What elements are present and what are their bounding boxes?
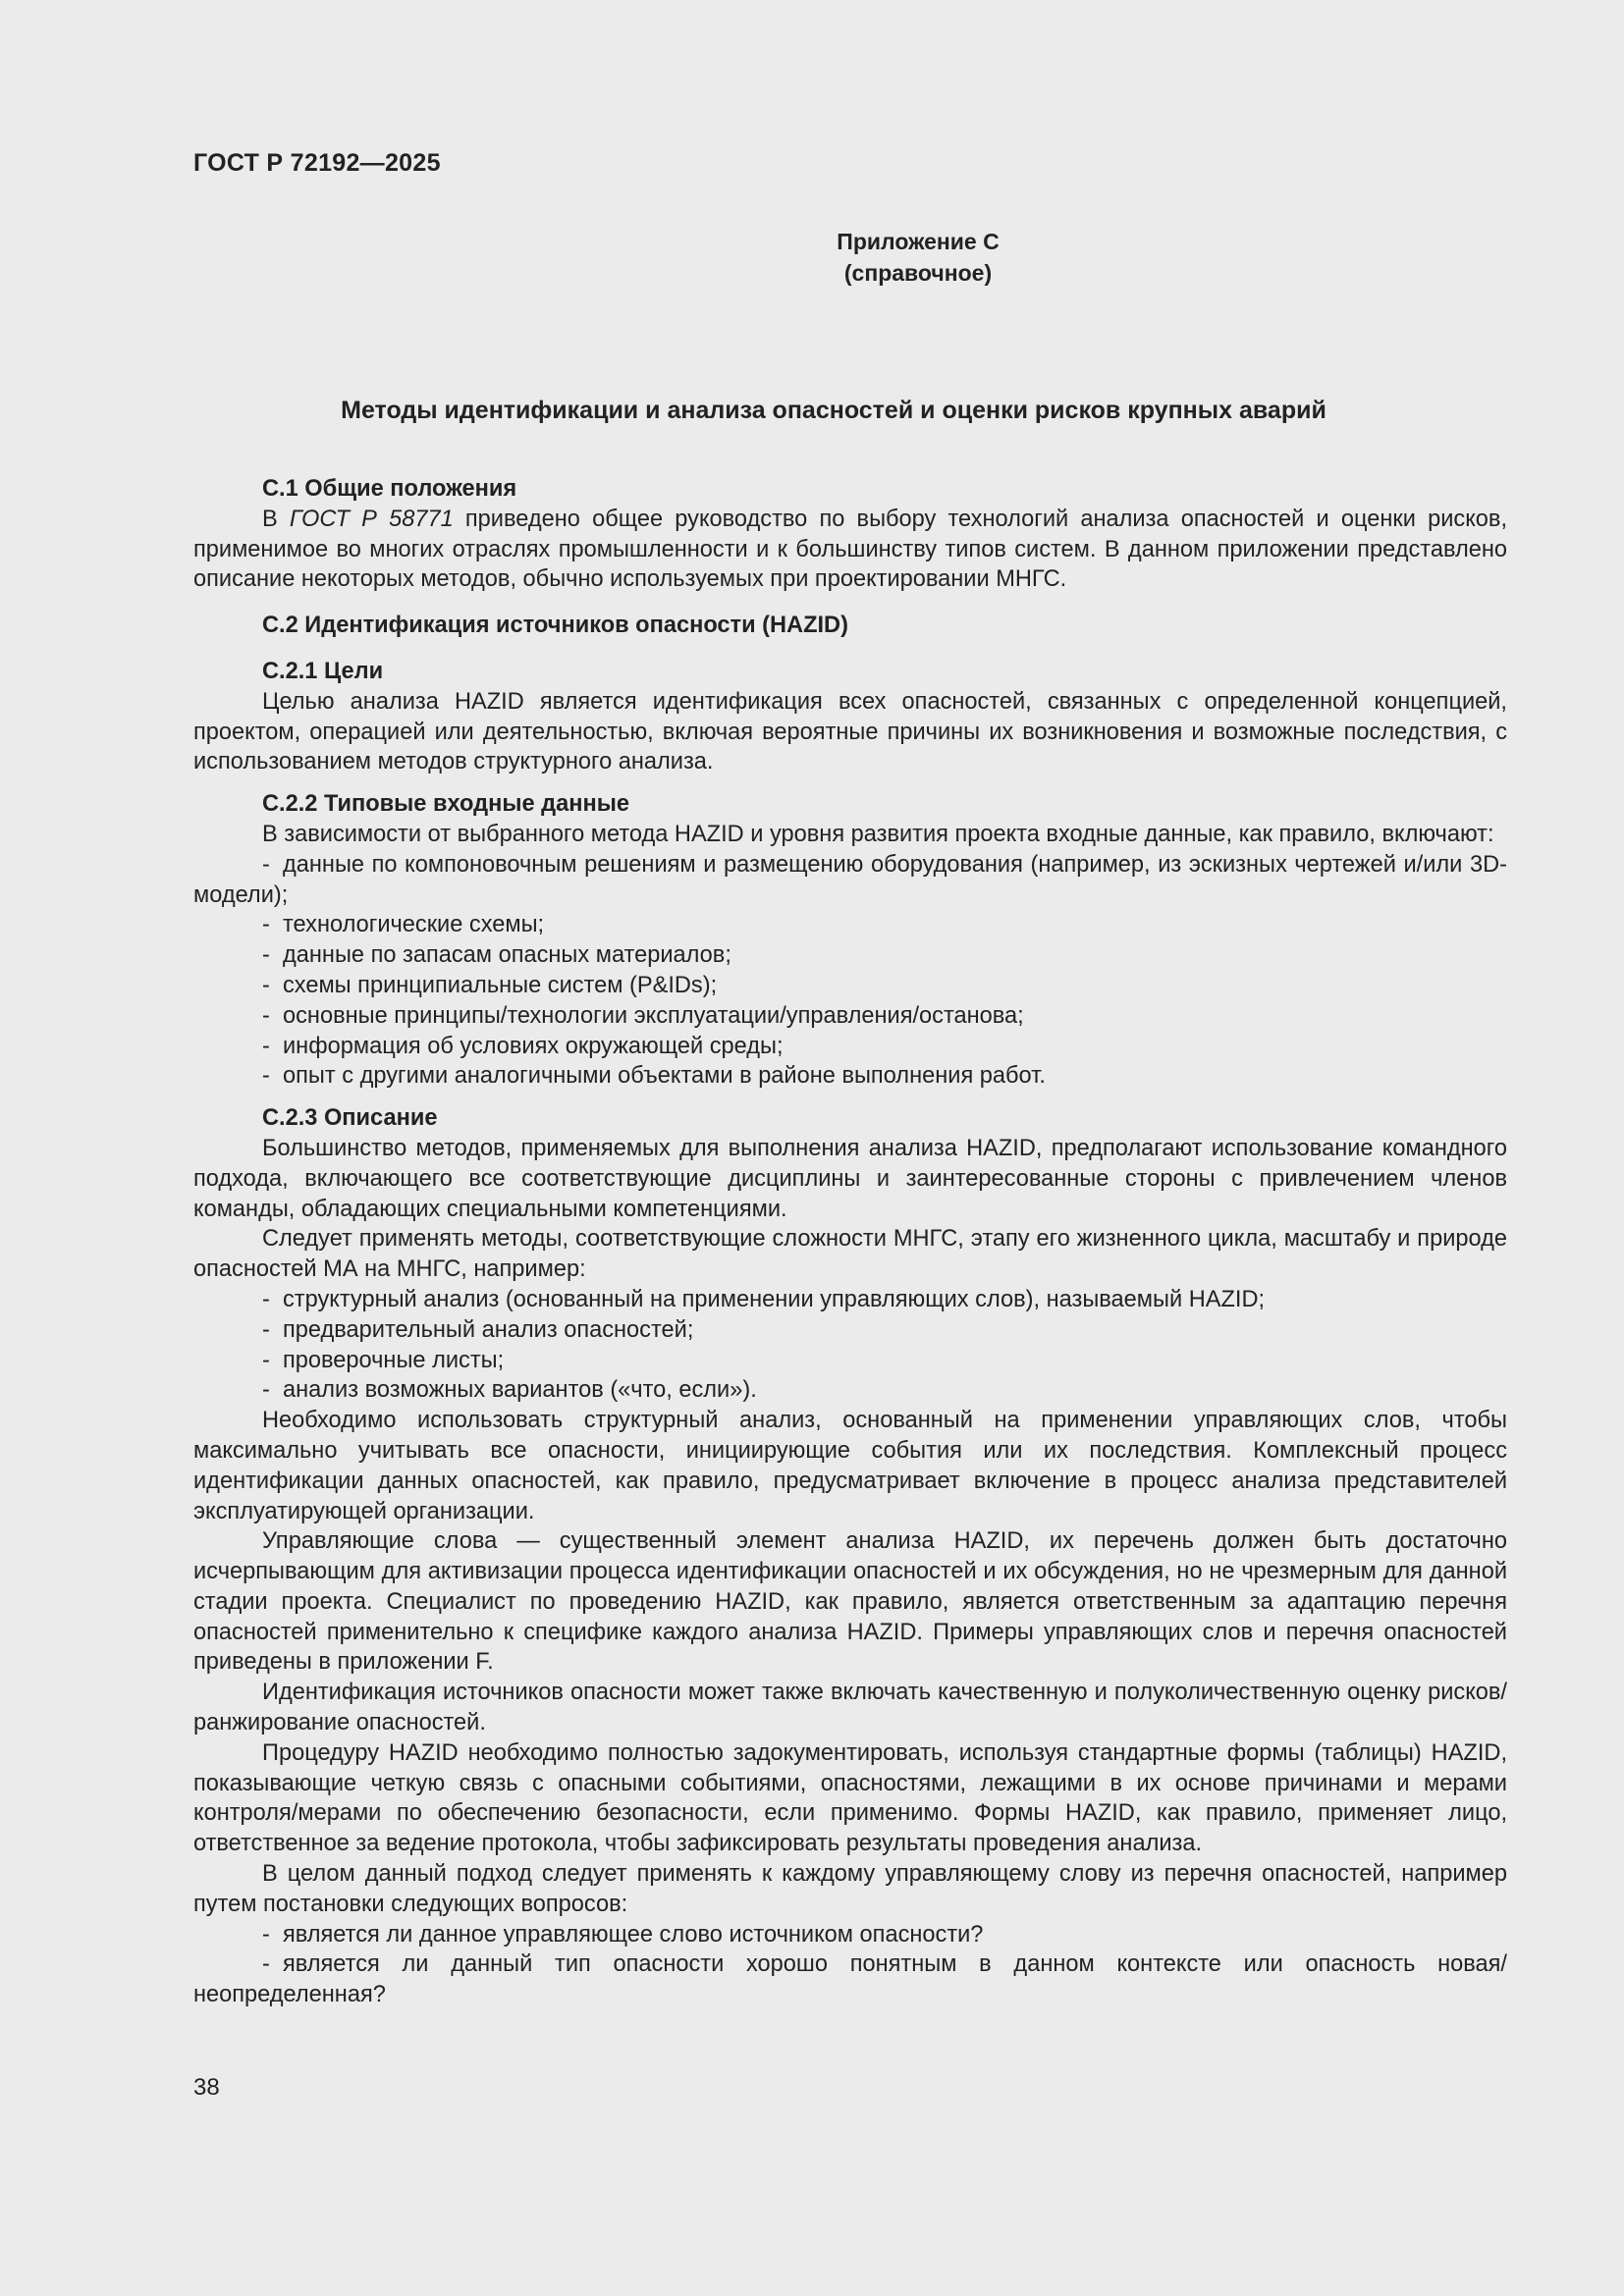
page-number: 38: [193, 2074, 220, 2101]
section-heading-c2: С.2 Идентификация источников опасности (HAZID): [262, 613, 848, 639]
paragraph-c23-1: Большинство методов, применяемых для выполнения анализа HAZID, предполагают использование командного подхода, включающего все соответствующие дисциплины и заинтересованные стороны с привлечением членов команды, обладающих специальными компетенциями.: [193, 1135, 1507, 1222]
list-item-text: предварительный анализ опасностей;: [283, 1316, 694, 1343]
list-bullet: -: [262, 1377, 270, 1404]
list-item: [193, 971, 1507, 1001]
list-item: [193, 1032, 1507, 1062]
list-bullet: -: [262, 1033, 270, 1059]
list-item-text: анализ возможных вариантов («что, если»).: [283, 1377, 757, 1404]
list-item-text: структурный анализ (основанный на применении управляющих слов), называемый HAZID;: [283, 1286, 1266, 1312]
document-body: [193, 474, 1507, 2010]
list-bullet: -: [262, 1286, 270, 1312]
list-item-text: технологические схемы;: [283, 912, 545, 938]
paragraph-c1-text: приведено общее руководство по выбору технологий анализа опасностей и оценки рисков, применимое во многих отраслях промышленности и к большинству типов систем. В данном приложении представлено описание некоторых методов, обычно используемых при проектировании МНГС.: [193, 506, 1507, 593]
paragraph-c1-prefix: В: [262, 506, 290, 532]
list-item-text: является ли данное управляющее слово источником опасности?: [283, 1921, 984, 1948]
list-bullet: -: [262, 1002, 270, 1029]
appendix-title: Приложение С: [837, 229, 1000, 254]
list-item: [193, 850, 1507, 911]
list-item-text: схемы принципиальные систем (P&IDs);: [283, 972, 718, 998]
paragraph-c21-1: Целью анализа HAZID является идентификация всех опасностей, связанных с определенной концепцией, проектом, операцией или деятельностью, включая вероятные причины их возникновения и возможные последствия, с использованием методов структурного анализа.: [193, 688, 1507, 775]
paragraph-c23-7: В целом данный подход следует применять к каждому управляющему слову из перечня опасностей, например путем постановки следующих вопросов:: [193, 1861, 1507, 1917]
list-item: [193, 940, 1507, 971]
list-item: [193, 1285, 1507, 1315]
list-bullet: -: [262, 1063, 270, 1090]
list-item: [193, 1949, 1507, 2010]
paragraph-c22-1: В зависимости от выбранного метода HAZID и уровня развития проекта входные данные, как правило, включают:: [262, 821, 1494, 847]
list-item: [193, 1061, 1507, 1092]
list-bullet: -: [262, 851, 270, 878]
list-item: [193, 1001, 1507, 1032]
list-bullet: -: [262, 1347, 270, 1373]
list-item-text: данные по компоновочным решениям и размещению оборудования (например, из эскизных чертежей и/или 3D-модели);: [193, 851, 1507, 908]
standard-reference: ГОСТ Р 58771: [289, 506, 454, 532]
list-item: [193, 910, 1507, 940]
appendix-kind: (справочное): [843, 260, 993, 286]
section-heading-c1: С.1 Общие положения: [262, 476, 517, 502]
list-bullet: -: [262, 912, 270, 938]
list-item-text: информация об условиях окружающей среды;: [283, 1033, 784, 1059]
list-bullet: -: [262, 972, 270, 998]
list-item: [193, 1315, 1507, 1346]
document-code: ГОСТ Р 72192—2025: [193, 149, 441, 177]
appendix-heading: [0, 226, 1624, 289]
paragraph-c23-4: Управляющие слова — существенный элемент анализа HAZID, их перечень должен быть достаточно исчерпывающим для активизации процесса идентификации опасностей и их обсуждения, но не чрезмерным для данной стадии проекта. Специалист по проведению HAZID, как правило, является ответственным за адаптацию перечня опасностей применительно к специфике каждого анализа HAZID. Примеры управляющих слов и перечня опасностей приведены в приложении F.: [193, 1528, 1507, 1676]
list-item-text: проверочные листы;: [283, 1347, 505, 1373]
list-item: [193, 1920, 1507, 1950]
main-title: Методы идентификации и анализа опасностей и оценки рисков крупных аварий: [341, 397, 1326, 424]
paragraph-c23-3: Необходимо использовать структурный анализ, основанный на применении управляющих слов, чтобы максимально учитывать все опасности, инициирующие события или их последствия. Комплексный процесс идентификации данных опасностей, как правило, предусматривает включение в процесс анализа представителей эксплуатирующей организации.: [193, 1408, 1507, 1524]
list-item-text: основные принципы/технологии эксплуатации/управления/останова;: [283, 1002, 1024, 1029]
list-item: [193, 1375, 1507, 1406]
paragraph-c23-2: Следует применять методы, соответствующие сложности МНГС, этапу его жизненного цикла, масштабу и природе опасностей МА на МНГС, например:: [193, 1226, 1507, 1283]
list-bullet: -: [262, 1316, 270, 1343]
list-item-text: опыт с другими аналогичными объектами в районе выполнения работ.: [283, 1063, 1046, 1090]
paragraph-c1-1: [193, 505, 1507, 595]
section-heading-c23: С.2.3 Описание: [262, 1105, 438, 1132]
list-bullet: -: [262, 942, 270, 969]
section-heading-c21: С.2.1 Цели: [262, 658, 384, 684]
section-heading-c22: С.2.2 Типовые входные данные: [262, 791, 630, 818]
paragraph-c23-6: Процедуру HAZID необходимо полностью задокументировать, используя стандартные формы (таблицы) HAZID, показывающие четкую связь с опасными событиями, опасностями, лежащими в их основе причинами и мерами контроля/мерами по обеспечению безопасности, если применимо. Формы HAZID, как правило, применяет лицо, ответственное за ведение протокола, чтобы зафиксировать результаты проведения анализа.: [193, 1739, 1507, 1857]
list-bullet: -: [262, 1951, 270, 1978]
list-bullet: -: [262, 1921, 270, 1948]
list-item-text: является ли данный тип опасности хорошо понятным в данном контексте или опасность новая/неопределенная?: [193, 1951, 1507, 2008]
list-item: [193, 1346, 1507, 1376]
paragraph-c23-5: Идентификация источников опасности может также включать качественную и полуколичественную оценку рисков/ранжирование опасностей.: [193, 1680, 1507, 1736]
list-item-text: данные по запасам опасных материалов;: [283, 942, 731, 969]
